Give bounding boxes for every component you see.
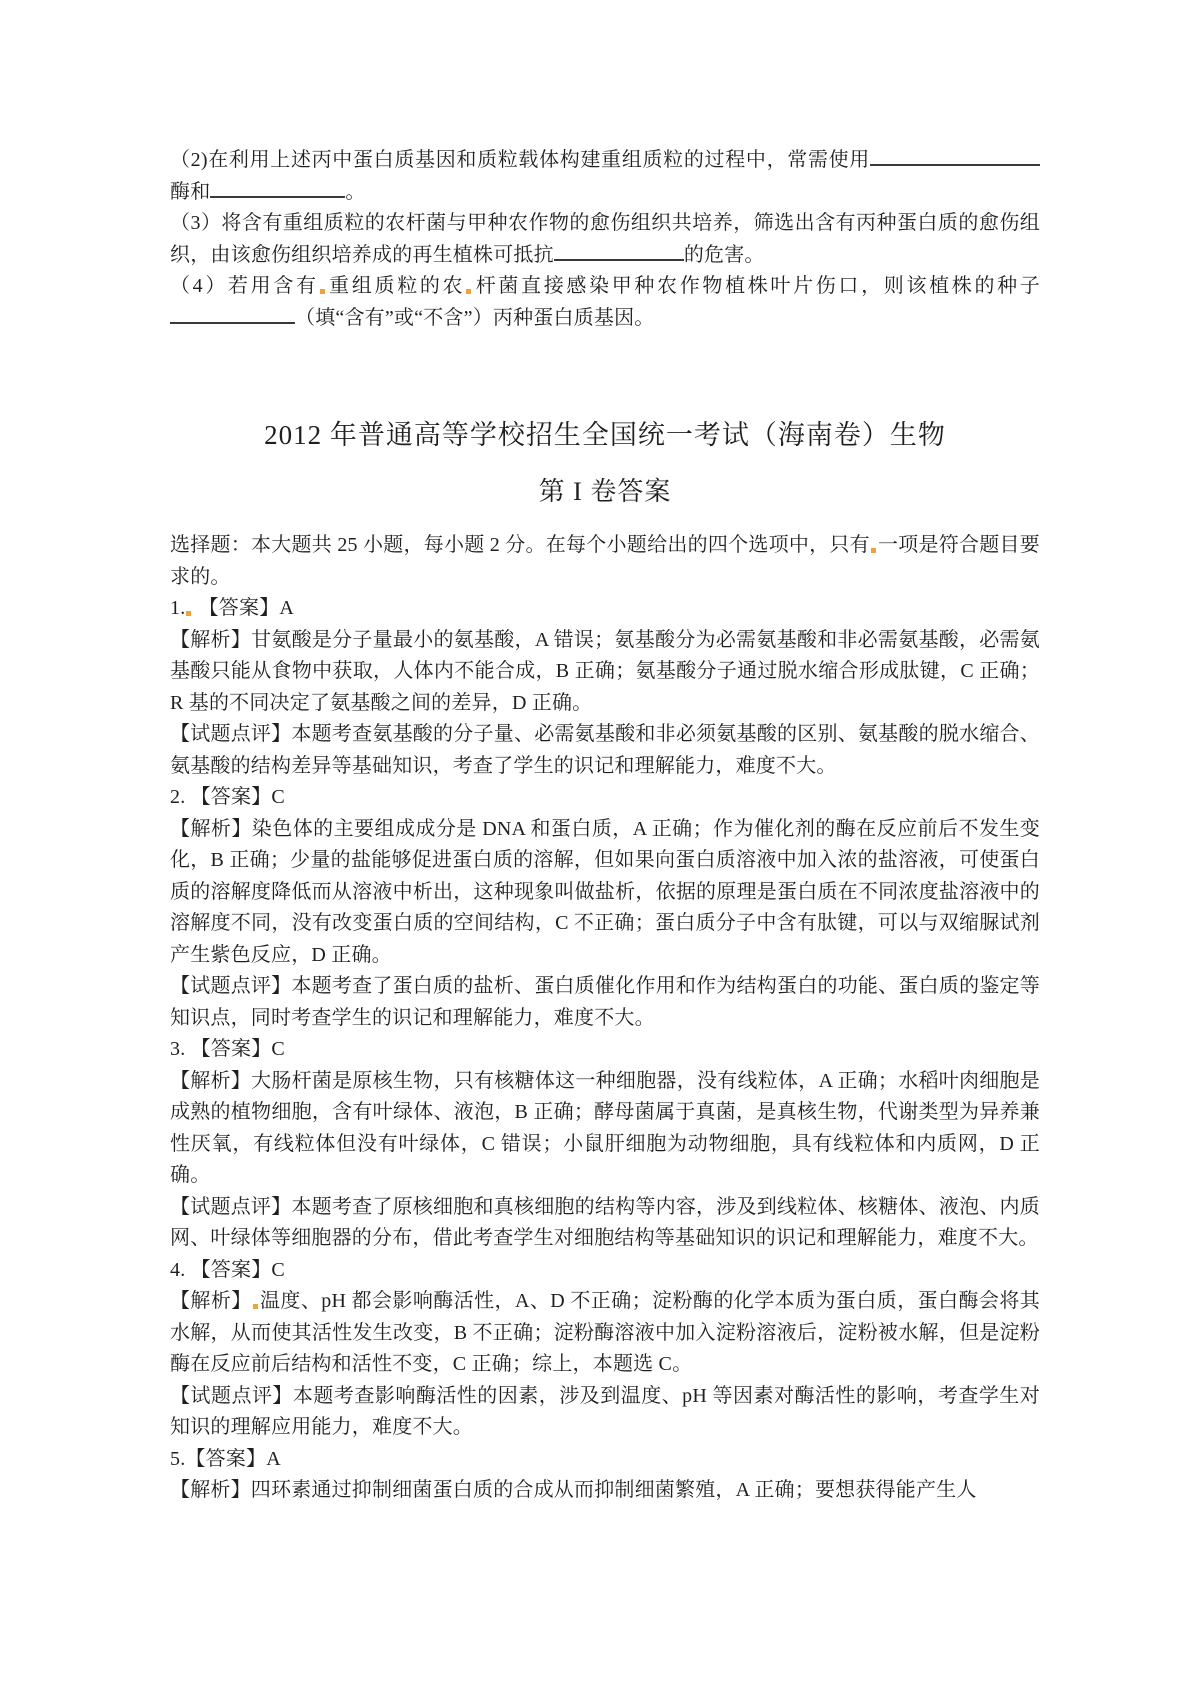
annotation-mark-icon <box>871 548 876 553</box>
annotation-mark-icon <box>186 611 191 616</box>
comment-1 <box>170 719 1040 782</box>
text-run: （3）将含有重组质粒的农杆菌与甲种农作物的愈伤组织共培养，筛选出含有丙种蛋白质的愈伤组织，由该愈伤组织培养成的再生植株可抵抗 <box>170 212 1040 266</box>
document-content <box>170 145 1040 1507</box>
text-run: （填“含有”或“不含”）丙种蛋白质基因。 <box>295 306 655 329</box>
text-run: 【解析】大肠杆菌是原核生物，只有核糖体这一种细胞器，没有线粒体，A 正确；水稻叶肉细胞是成熟的植物细胞，含有叶绿体、液泡，B 正确；酵母菌属于真菌，是真核生物，代谢类型为异养兼性厌氧，有线粒体但没有叶绿体，C 错误；小鼠肝细胞为动物细胞，具有线粒体和内质网，D 正确。 <box>170 1069 1040 1186</box>
annotation-mark-icon <box>320 289 325 294</box>
answer-line-1 <box>170 593 1040 625</box>
text-run: 酶和 <box>170 180 211 203</box>
text-run: （4）若用含有 <box>170 275 319 297</box>
comment-2 <box>170 971 1040 1034</box>
annotation-mark-icon <box>466 289 471 294</box>
text-run: 一项是符合题目要求的。 <box>170 534 1040 588</box>
question-2 <box>170 145 1040 208</box>
text-run: 5.【答案】A <box>170 1447 281 1470</box>
answer-blank-line <box>554 256 684 261</box>
text-run: 4. 【答案】C <box>170 1258 285 1281</box>
text-run: （2)在利用上述丙中蛋白质基因和质粒载体构建重组质粒的过程中，常需使用 <box>170 149 870 171</box>
text-run: 重组质粒的农 <box>326 275 466 297</box>
answer-line-4 <box>170 1255 1040 1287</box>
text-run: 【答案】A <box>193 597 295 619</box>
text-run: 【解析】染色体的主要组成成分是 DNA 和蛋白质，A 正确；作为催化剂的酶在反应前后不发生变化，B 正确；少量的盐能够促进蛋白质的溶解，但如果向蛋白质溶液中加入浓的盐溶液，可使蛋白质的溶解度降低而从溶液中析出，这种现象叫做盐析，依据的原理是蛋白质在不同浓度盐溶液中的溶解度不同，没有改变蛋白质的空间结构，C 不正确；蛋白质分子中含有肽键，可以与双缩脲试剂产生紫色反应，D 正确。 <box>170 817 1040 966</box>
text-run: 【解析】 <box>170 1290 252 1312</box>
text-run: 【试题点评】本题考查了蛋白质的盐析、蛋白质催化作用和作为结构蛋白的功能、蛋白质的鉴定等知识点，同时考查学生的识记和理解能力，难度不大。 <box>170 975 1040 1029</box>
text-run: 杆菌直接感染甲种农作物植株叶片伤口，则该植株的种子 <box>473 275 1041 297</box>
exam-title <box>170 414 1040 456</box>
answer-line-5 <box>170 1444 1040 1476</box>
analysis-3 <box>170 1066 1040 1192</box>
question-4 <box>170 271 1040 334</box>
answer-blank-line <box>210 193 345 198</box>
section-heading <box>170 472 1040 512</box>
analysis-1 <box>170 625 1040 720</box>
text-run: 【解析】四环素通过抑制细菌蛋白质的合成从而抑制细菌繁殖，A 正确；要想获得能产生人 <box>170 1479 977 1501</box>
text-run: 第 I 卷答案 <box>538 477 672 506</box>
text-run: 1. <box>170 597 186 619</box>
answer-line-3 <box>170 1034 1040 1066</box>
text-run: 的危害。 <box>683 243 765 266</box>
question-3 <box>170 208 1040 271</box>
analysis-4 <box>170 1286 1040 1381</box>
text-run: 【试题点评】本题考查氨基酸的分子量、必需氨基酸和非必须氨基酸的区别、氨基酸的脱水缩合、氨基酸的结构差异等基础知识，考查了学生的识记和理解能力，难度不大。 <box>170 723 1040 777</box>
text-run: 【试题点评】本题考查影响酶活性的因素，涉及到温度、pH 等因素对酶活性的影响，考查学生对知识的理解应用能力，难度不大。 <box>170 1384 1040 1438</box>
comment-3 <box>170 1192 1040 1255</box>
text-run: 【解析】甘氨酸是分子量最小的氨基酸，A 错误；氨基酸分为必需氨基酸和非必需氨基酸，必需氨基酸只能从食物中获取，人体内不能合成，B 正确；氨基酸分子通过脱水缩合形成肽键，C 正确； R 基的不同决定了氨基酸之间的差异，D 正确。 <box>170 628 1040 714</box>
text-run: 2012 年普通高等学校招生全国统一考试（海南卷）生物 <box>264 420 946 450</box>
annotation-mark-icon <box>253 1304 258 1309</box>
analysis-5 <box>170 1475 1040 1507</box>
text-run: 温度、pH 都会影响酶活性，A、D 不正确；淀粉酶的化学本质为蛋白质，蛋白酶会将其水解，从而使其活性发生改变，B 不正确；淀粉酶溶液中加入淀粉溶液后，淀粉被水解，但是淀粉酶在反应前后结构和活性不变，C 正确；综上，本题选 C。 <box>170 1290 1041 1375</box>
text-run: 【试题点评】本题考查了原核细胞和真核细胞的结构等内容，涉及到线粒体、核糖体、液泡、内质网、叶绿体等细胞器的分布，借此考查学生对细胞结构等基础知识的识记和理解能力，难度不大。 <box>170 1195 1040 1249</box>
multiple-choice-note <box>170 530 1040 593</box>
answer-blank-line <box>170 319 295 324</box>
text-run: 选择题：本大题共 25 小题，每小题 2 分。在每个小题给出的四个选项中，只有 <box>170 534 870 556</box>
answer-line-2 <box>170 782 1040 814</box>
text-run: 3. 【答案】C <box>170 1038 285 1060</box>
text-run: 2. 【答案】C <box>170 786 285 808</box>
comment-4 <box>170 1381 1040 1444</box>
answer-blank-line <box>870 161 1040 166</box>
analysis-2 <box>170 814 1040 972</box>
text-run: 。 <box>345 180 366 203</box>
